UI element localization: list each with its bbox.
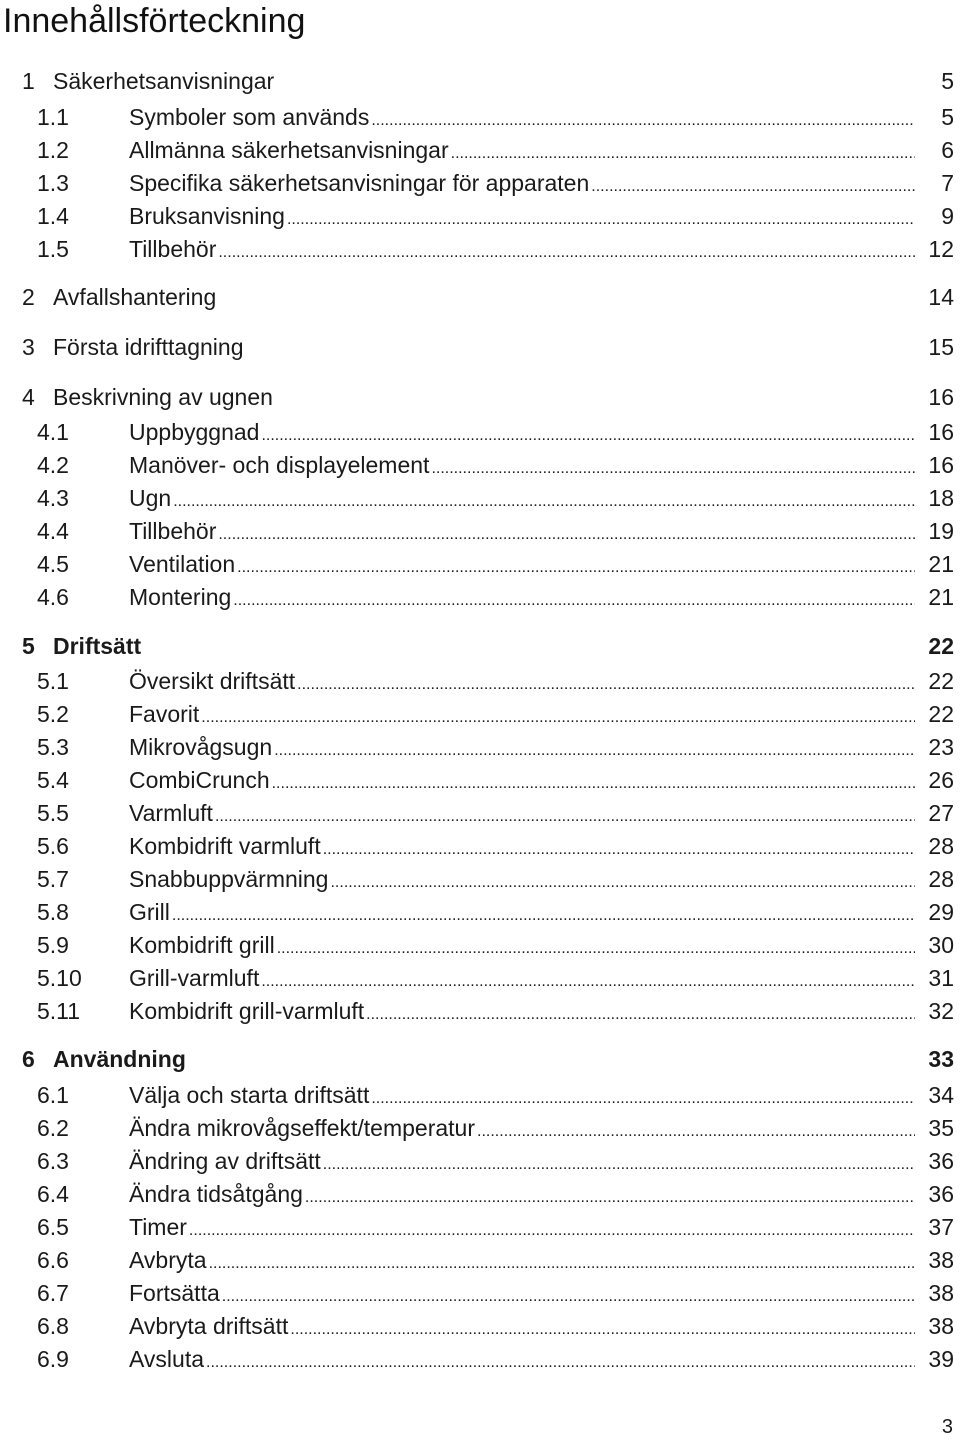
toc-number: 5.9 xyxy=(37,932,69,958)
toc-section[interactable] xyxy=(0,515,960,547)
toc-title: Beskrivning av ugnen xyxy=(53,384,273,410)
toc-title-with-leader xyxy=(129,698,915,734)
dot-leader xyxy=(371,1083,915,1115)
toc-number: 1.2 xyxy=(37,137,69,163)
toc-section[interactable] xyxy=(0,200,960,232)
toc-section[interactable] xyxy=(0,995,960,1027)
toc-page-number: 7 xyxy=(941,170,954,196)
toc-section[interactable] xyxy=(0,1079,960,1111)
toc-title-with-leader xyxy=(129,1244,915,1280)
dot-leader xyxy=(189,1215,915,1247)
toc-title: Driftsätt xyxy=(53,633,142,659)
toc-section[interactable] xyxy=(0,1178,960,1210)
toc-page-number: 12 xyxy=(928,236,954,262)
toc-title: Avbryta driftsätt xyxy=(129,1310,290,1342)
dot-leader xyxy=(290,1314,915,1346)
toc-title: Avbryta xyxy=(129,1244,209,1276)
toc-section[interactable] xyxy=(0,1244,960,1276)
toc-title: Tillbehör xyxy=(129,515,218,547)
toc-title: Grill xyxy=(129,896,172,928)
toc-number: 6.3 xyxy=(37,1148,69,1174)
toc-section[interactable] xyxy=(0,416,960,448)
dot-leader xyxy=(173,486,915,518)
dot-leader xyxy=(206,1347,915,1379)
toc-title-with-leader xyxy=(129,101,915,137)
toc-title-with-leader xyxy=(129,548,915,584)
toc-number: 6.4 xyxy=(37,1181,69,1207)
toc-title-with-leader xyxy=(129,200,915,236)
toc-page-number: 27 xyxy=(928,800,954,826)
toc-number: 4.3 xyxy=(37,485,69,511)
dot-leader xyxy=(287,204,915,236)
toc-section[interactable] xyxy=(0,449,960,481)
dot-leader xyxy=(172,900,915,932)
dot-leader xyxy=(305,1182,915,1214)
toc-title-with-leader xyxy=(129,1277,915,1313)
toc-title: Ventilation xyxy=(129,548,237,580)
toc-section[interactable] xyxy=(0,1310,960,1342)
toc-number: 6 xyxy=(22,1046,35,1072)
toc-page-number: 16 xyxy=(928,419,954,445)
toc-title: Ugn xyxy=(129,482,173,514)
dot-leader xyxy=(323,834,915,866)
toc-title-with-leader xyxy=(129,1112,915,1148)
toc-page-number: 38 xyxy=(928,1313,954,1339)
toc-number: 5.8 xyxy=(37,899,69,925)
toc-page-number: 34 xyxy=(928,1082,954,1108)
toc-number: 5.6 xyxy=(37,833,69,859)
toc-title: Tillbehör xyxy=(129,233,218,265)
toc-number: 1.4 xyxy=(37,203,69,229)
toc-title: Timer xyxy=(129,1211,189,1243)
toc-title-with-leader xyxy=(129,1343,915,1379)
toc-title: Montering xyxy=(129,581,233,613)
toc-section[interactable] xyxy=(0,731,960,763)
toc-title-with-leader xyxy=(129,233,915,269)
toc-page-number: 6 xyxy=(941,137,954,163)
toc-title: Favorit xyxy=(129,698,201,730)
toc-page-number: 36 xyxy=(928,1181,954,1207)
toc-title: Kombidrift grill-varmluft xyxy=(129,995,366,1027)
toc-title: Ändra mikrovågseffekt/temperatur xyxy=(129,1112,477,1144)
toc-section[interactable] xyxy=(0,863,960,895)
toc-page-number: 37 xyxy=(928,1214,954,1240)
dot-leader xyxy=(261,966,915,998)
toc-section[interactable] xyxy=(0,1112,960,1144)
toc-number: 6.1 xyxy=(37,1082,69,1108)
toc-number: 5.3 xyxy=(37,734,69,760)
toc-title-with-leader xyxy=(129,929,915,965)
toc-page-number: 33 xyxy=(928,1046,954,1072)
toc-number: 6.7 xyxy=(37,1280,69,1306)
toc-page-number: 29 xyxy=(928,899,954,925)
toc-title-with-leader xyxy=(129,896,915,932)
toc-title: Första idrifttagning xyxy=(53,334,244,360)
toc-page-number: 30 xyxy=(928,932,954,958)
toc-page-number: 21 xyxy=(928,551,954,577)
toc-number: 6.8 xyxy=(37,1313,69,1339)
toc-section[interactable] xyxy=(0,581,960,613)
toc-section[interactable] xyxy=(0,482,960,514)
dot-leader xyxy=(477,1116,915,1148)
toc-page-number: 18 xyxy=(928,485,954,511)
toc-page-number: 16 xyxy=(928,384,954,410)
toc-title: Varmluft xyxy=(129,797,215,829)
toc-title: Avfallshantering xyxy=(53,284,217,310)
toc-chapter[interactable] xyxy=(0,330,960,364)
toc-title-with-leader xyxy=(129,482,915,518)
toc-title-with-leader xyxy=(129,1310,915,1346)
toc-page-number: 15 xyxy=(928,334,954,360)
toc-title: Ändring av driftsätt xyxy=(129,1145,323,1177)
dot-leader xyxy=(274,735,915,767)
toc-title: Kombidrift grill xyxy=(129,929,277,961)
toc-number: 3 xyxy=(22,334,35,360)
toc-number: 5 xyxy=(22,633,35,659)
toc-title: Symboler som används xyxy=(129,101,371,133)
toc-title-with-leader xyxy=(129,863,915,899)
toc-title: Manöver- och displayelement xyxy=(129,449,431,481)
dot-leader xyxy=(272,768,915,800)
toc-title: Säkerhetsanvisningar xyxy=(53,68,275,94)
toc-title: CombiCrunch xyxy=(129,764,272,796)
toc-number: 6.9 xyxy=(37,1346,69,1372)
toc-title-with-leader xyxy=(129,764,915,800)
toc-title: Uppbyggnad xyxy=(129,416,261,448)
toc-page-number: 32 xyxy=(928,998,954,1024)
toc-section[interactable] xyxy=(0,1211,960,1243)
toc-number: 4.6 xyxy=(37,584,69,610)
toc-number: 5.5 xyxy=(37,800,69,826)
toc-page-number: 35 xyxy=(928,1115,954,1141)
toc-title-with-leader xyxy=(129,515,915,551)
dot-leader xyxy=(222,1281,915,1313)
toc-number: 1.5 xyxy=(37,236,69,262)
toc-chapter[interactable] xyxy=(0,280,960,314)
toc-page-number: 9 xyxy=(941,203,954,229)
dot-leader xyxy=(261,420,915,452)
toc-number: 5.1 xyxy=(37,668,69,694)
toc-title-with-leader xyxy=(129,665,915,701)
toc-number: 1 xyxy=(22,68,35,94)
dot-leader xyxy=(233,585,915,617)
dot-leader xyxy=(591,171,915,203)
toc-number: 5.7 xyxy=(37,866,69,892)
toc-page-number: 22 xyxy=(928,633,954,659)
toc-section[interactable] xyxy=(0,665,960,697)
dot-leader xyxy=(215,801,915,833)
toc-page-number: 22 xyxy=(928,701,954,727)
toc-section[interactable] xyxy=(0,548,960,580)
dot-leader xyxy=(209,1248,915,1280)
toc-page-number: 19 xyxy=(928,518,954,544)
toc-page-number: 5 xyxy=(941,104,954,130)
toc-page-number: 14 xyxy=(928,284,954,310)
toc-page-number: 16 xyxy=(928,452,954,478)
toc-number: 6.5 xyxy=(37,1214,69,1240)
toc-title: Specifika säkerhetsanvisningar för apparaten xyxy=(129,167,591,199)
toc-title-with-leader xyxy=(129,995,915,1031)
toc-page-number: 21 xyxy=(928,584,954,610)
toc-title-with-leader xyxy=(129,416,915,452)
toc-page-number: 38 xyxy=(928,1280,954,1306)
toc-chapter[interactable] xyxy=(0,64,960,98)
toc-number: 6.2 xyxy=(37,1115,69,1141)
dot-leader xyxy=(451,138,915,170)
toc-page-number: 22 xyxy=(928,668,954,694)
dot-leader xyxy=(201,702,915,734)
page-title: Innehållsförteckning xyxy=(3,2,306,40)
dot-leader xyxy=(218,519,915,551)
toc-chapter[interactable] xyxy=(0,629,960,663)
toc-section[interactable] xyxy=(0,1145,960,1177)
toc-section[interactable] xyxy=(0,167,960,199)
toc-number: 2 xyxy=(22,284,35,310)
toc-title-with-leader xyxy=(129,962,915,998)
toc-page-number: 26 xyxy=(928,767,954,793)
toc-title-with-leader xyxy=(129,1145,915,1181)
toc-number: 4.1 xyxy=(37,419,69,445)
toc-section[interactable] xyxy=(0,698,960,730)
toc-number: 5.4 xyxy=(37,767,69,793)
toc-title: Ändra tidsåtgång xyxy=(129,1178,305,1210)
toc-title: Kombidrift varmluft xyxy=(129,830,323,862)
dot-leader xyxy=(218,237,915,269)
toc-section[interactable] xyxy=(0,764,960,796)
toc-section[interactable] xyxy=(0,962,960,994)
toc-title-with-leader xyxy=(129,134,915,170)
toc-number: 1.1 xyxy=(37,104,69,130)
toc-number: 6.6 xyxy=(37,1247,69,1273)
toc-title: Bruksanvisning xyxy=(129,200,287,232)
toc-title-with-leader xyxy=(129,830,915,866)
toc-title-with-leader xyxy=(129,581,915,617)
toc-title: Allmänna säkerhetsanvisningar xyxy=(129,134,451,166)
toc-title: Användning xyxy=(53,1046,186,1072)
toc-title-with-leader xyxy=(129,167,915,203)
dot-leader xyxy=(366,999,915,1031)
toc-page-number: 31 xyxy=(928,965,954,991)
toc-page-number: 23 xyxy=(928,734,954,760)
toc-number: 4.2 xyxy=(37,452,69,478)
toc-title: Välja och starta driftsätt xyxy=(129,1079,371,1111)
toc-section[interactable] xyxy=(0,929,960,961)
toc-page-number: 36 xyxy=(928,1148,954,1174)
toc-number: 4.5 xyxy=(37,551,69,577)
toc-section[interactable] xyxy=(0,1343,960,1375)
page-number: 3 xyxy=(941,1416,953,1438)
toc-title-with-leader xyxy=(129,731,915,767)
toc-section[interactable] xyxy=(0,134,960,166)
toc-title-with-leader xyxy=(129,1079,915,1115)
toc-number: 1.3 xyxy=(37,170,69,196)
toc-title: Fortsätta xyxy=(129,1277,222,1309)
dot-leader xyxy=(237,552,915,584)
toc-number: 5.2 xyxy=(37,701,69,727)
toc-number: 4 xyxy=(22,384,35,410)
toc-title-with-leader xyxy=(129,1178,915,1214)
toc-title: Översikt driftsätt xyxy=(129,665,297,697)
toc-page-number: 28 xyxy=(928,833,954,859)
toc-page-number: 28 xyxy=(928,866,954,892)
toc-title: Mikrovågsugn xyxy=(129,731,274,763)
toc-page-number: 38 xyxy=(928,1247,954,1273)
dot-leader xyxy=(297,669,915,701)
toc-title-with-leader xyxy=(129,1211,915,1247)
dot-leader xyxy=(431,453,915,485)
dot-leader xyxy=(323,1149,915,1181)
toc-chapter[interactable] xyxy=(0,380,960,414)
toc-title: Snabbuppvärmning xyxy=(129,863,330,895)
toc-title: Avsluta xyxy=(129,1343,206,1375)
dot-leader xyxy=(371,105,915,137)
toc-number: 5.10 xyxy=(37,965,82,991)
toc-title-with-leader xyxy=(129,797,915,833)
toc-number: 5.11 xyxy=(37,998,81,1024)
toc-section[interactable] xyxy=(0,830,960,862)
toc-section[interactable] xyxy=(0,233,960,265)
toc-number: 4.4 xyxy=(37,518,69,544)
toc-section[interactable] xyxy=(0,101,960,133)
dot-leader xyxy=(330,867,915,899)
toc-page-number: 39 xyxy=(928,1346,954,1372)
toc-title: Grill-varmluft xyxy=(129,962,261,994)
dot-leader xyxy=(277,933,915,965)
toc-page-number: 5 xyxy=(941,68,954,94)
toc-section[interactable] xyxy=(0,797,960,829)
toc-section[interactable] xyxy=(0,896,960,928)
toc-title-with-leader xyxy=(129,449,915,485)
toc-section[interactable] xyxy=(0,1277,960,1309)
toc-chapter[interactable] xyxy=(0,1042,960,1076)
